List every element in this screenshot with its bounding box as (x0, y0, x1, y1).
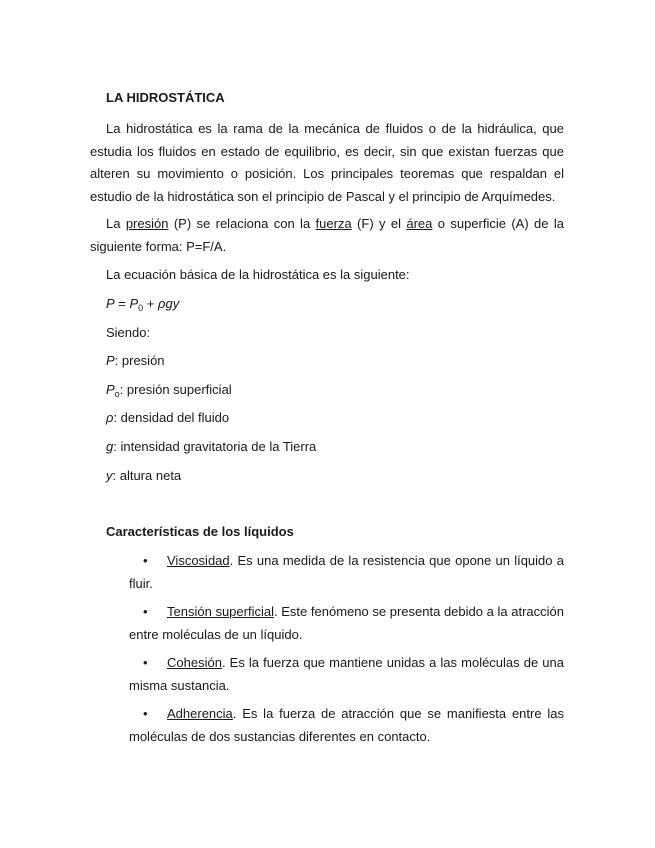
fuerza-link[interactable]: fuerza (315, 216, 352, 231)
equation (106, 293, 179, 315)
cohesion-link[interactable]: Cohesión (167, 655, 222, 670)
bullet-text: . Es la fuerza que mantiene unidas a las moléculas de una misma sustancia. (129, 655, 564, 693)
def-presion-superficial (106, 379, 232, 401)
relation-text-3: (F) y el (351, 216, 407, 231)
bullet-dot: • (143, 706, 148, 721)
intro-first-word: La hidrostática (106, 121, 193, 136)
def-text: : altura neta (112, 468, 182, 483)
eq-p: P (106, 296, 115, 311)
def-symbol: ρ (106, 410, 114, 425)
eq-rho-g-y: ρgy (158, 296, 180, 311)
bullet-text: . Es la fuerza de atracción que se manifiesta entre las moléculas de dos sustancias diferentes en contacto. (129, 706, 564, 744)
area-link[interactable]: área (406, 216, 433, 231)
intro-paragraph (90, 118, 564, 208)
def-subscript: o (114, 389, 120, 399)
eq-p0: P (129, 296, 139, 311)
bullet-dot: • (143, 604, 148, 619)
def-text: : densidad del fluido (113, 410, 230, 425)
relation-text-4: o superficie (A) de la siguiente forma: P=F/A. (90, 216, 564, 254)
relation-text-2: (P) se relaciona con la (168, 216, 316, 231)
def-symbol: g (106, 439, 114, 454)
bullet-adherencia (129, 703, 564, 748)
bullet-tension (129, 601, 564, 646)
def-symbol: P (106, 353, 115, 368)
def-symbol: P (106, 382, 115, 397)
page-title: LA HIDROSTÁTICA (106, 90, 225, 105)
eq-plus: + (143, 296, 159, 311)
siendo-label: Siendo: (106, 325, 151, 340)
def-altura (106, 465, 181, 487)
relation-paragraph (90, 213, 564, 258)
def-gravedad (106, 436, 316, 458)
bullet-text: . Es una medida de la resistencia que opone un líquido a fluir. (129, 553, 564, 591)
presion-link[interactable]: presión (125, 216, 169, 231)
def-text: : presión superficial (119, 382, 232, 397)
def-text: : intensidad gravitatoria de la Tierra (113, 439, 317, 454)
adherencia-link[interactable]: Adherencia (167, 706, 233, 721)
eq-equals: = (114, 296, 130, 311)
eq-p0-sub: 0 (138, 303, 144, 313)
bullet-cohesion (129, 652, 564, 697)
def-symbol: y (106, 468, 113, 483)
equation-intro: La ecuación básica de la hidrostática es la siguiente: (106, 267, 410, 282)
bullet-dot: • (143, 553, 148, 568)
bullet-dot: • (143, 655, 148, 670)
liquids-heading: Características de los líquidos (106, 524, 294, 539)
bullet-text: . Este fenómeno se presenta debido a la atracción entre moléculas de un líquido. (129, 604, 565, 642)
viscosidad-link[interactable]: Viscosidad (167, 553, 230, 568)
def-densidad (106, 407, 229, 429)
def-text: : presión (114, 353, 165, 368)
intro-text: es la rama de la mecánica de fluidos o de la hidráulica, que estudia los fluidos en estado de equilibrio, es decir, sin que existan fuerzas que alteren su movimiento o posición. Los principales teoremas que respaldan el estudio de la hidrostática son el principio de Pascal y el principio de Arquímedes. (90, 121, 564, 204)
tension-link[interactable]: Tensión superficial (167, 604, 274, 619)
bullet-viscosidad (129, 550, 564, 595)
relation-text-1: La (106, 216, 126, 231)
def-presion (106, 350, 165, 372)
